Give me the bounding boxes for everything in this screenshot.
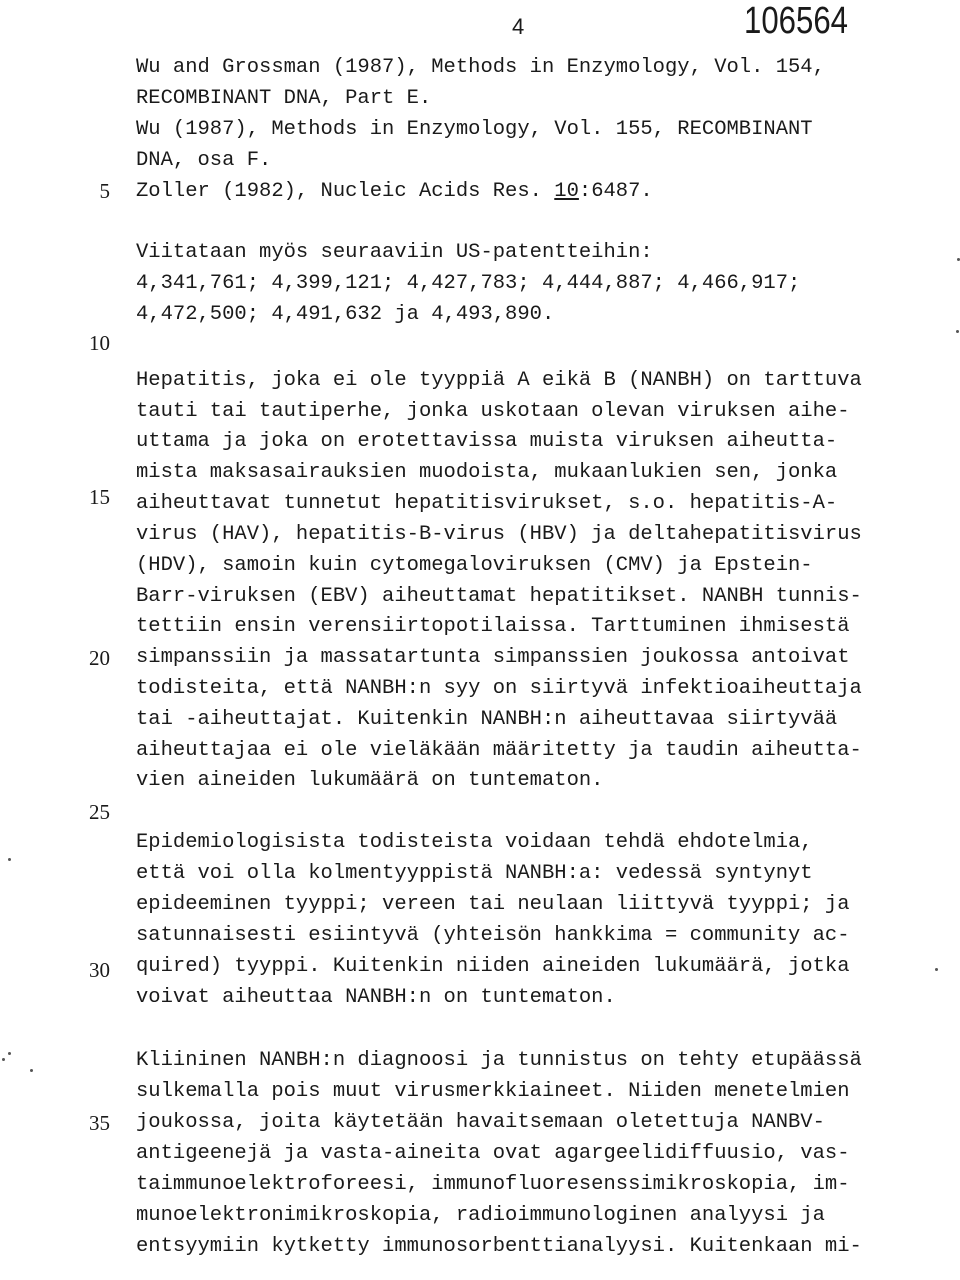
hepatitis-line: todisteita, että NANBH:n syy on siirtyvä infektioaiheuttaja xyxy=(136,677,862,700)
hepatitis-line: Hepatitis, joka ei ole tyyppiä A eikä B (NANBH) on tarttuva xyxy=(136,369,862,392)
reference-text: :6487. xyxy=(578,180,653,203)
hepatitis-line: tauti tai tautiperhe, jonka uskotaan olevan viruksen aihe- xyxy=(136,400,850,423)
hepatitis-line: uttama ja joka on erotettavissa muista viruksen aiheutta- xyxy=(136,430,838,453)
hepatitis-line: virus (HAV), hepatitis-B-virus (HBV) ja deltahepatitisvirus xyxy=(136,523,862,546)
patents-line: 4,472,500; 4,491,632 ja 4,493,890. xyxy=(136,303,555,326)
margin-line-number: 5 xyxy=(99,179,110,203)
hepatitis-line: simpanssiin ja massatartunta simpanssien joukossa antoivat xyxy=(136,646,850,669)
patent-number: 106564 xyxy=(744,0,848,42)
reference-line xyxy=(136,182,653,203)
diagnosis-line: Kliininen NANBH:n diagnoosi ja tunnistus on tehty etupäässä xyxy=(136,1049,862,1072)
margin-line-number: 30 xyxy=(89,958,110,982)
hepatitis-line: tettiin ensin verensiirtopotilaissa. Tarttuminen ihmisestä xyxy=(136,615,850,638)
hepatitis-line: aiheuttavat tunnetut hepatitisvirukset, s.o. hepatitis-A- xyxy=(136,492,838,515)
scan-speck xyxy=(8,1052,11,1055)
diagnosis-line: joukossa, joita käytetään havaitsemaan oletettuja NANBV- xyxy=(136,1111,825,1134)
page-number: 4 xyxy=(512,14,525,39)
epidemiology-line: satunnaisesti esiintyvä (yhteisön hankkima = community ac- xyxy=(136,924,850,947)
diagnosis-line: taimmunoelektroforeesi, immunofluoresenssimikroskopia, im- xyxy=(136,1173,850,1196)
hepatitis-line: tai -aiheuttajat. Kuitenkin NANBH:n aiheuttavaa siirtyvää xyxy=(136,708,838,731)
hepatitis-line: aiheuttajaa ei ole vieläkään määritetty ja taudin aiheutta- xyxy=(136,739,862,762)
epidemiology-line: voivat aiheuttaa NANBH:n on tuntematon. xyxy=(136,986,616,1009)
hepatitis-line: (HDV), samoin kuin cytomegaloviruksen (CMV) ja Epstein- xyxy=(136,554,813,577)
margin-line-number: 25 xyxy=(89,800,110,824)
reference-text: Zoller (1982), Nucleic Acids Res. xyxy=(136,180,555,203)
margin-line-number: 20 xyxy=(89,646,110,670)
scan-speck xyxy=(8,858,11,861)
margin-line-number: 35 xyxy=(89,1111,110,1135)
patents-line: Viitataan myös seuraaviin US-patentteihin: xyxy=(136,241,653,264)
hepatitis-line: Barr-viruksen (EBV) aiheuttamat hepatitikset. NANBH tunnis- xyxy=(136,585,862,608)
epidemiology-line: että voi olla kolmentyyppistä NANBH:a: vedessä syntynyt xyxy=(136,862,813,885)
reference-line: RECOMBINANT DNA, Part E. xyxy=(136,87,432,110)
scan-speck xyxy=(956,330,959,333)
margin-line-number: 10 xyxy=(89,331,110,355)
scan-speck xyxy=(935,968,938,971)
diagnosis-line: sulkemalla pois muut virusmerkkiaineet. Niiden menetelmien xyxy=(136,1080,850,1103)
epidemiology-line: quired) tyyppi. Kuitenkin niiden aineiden lukumäärä, jotka xyxy=(136,955,850,978)
scan-speck xyxy=(30,1069,33,1072)
margin-line-number: 15 xyxy=(89,485,110,509)
reference-line: Wu and Grossman (1987), Methods in Enzymology, Vol. 154, xyxy=(136,56,825,79)
diagnosis-line: antigeenejä ja vasta-aineita ovat agargeelidiffuusio, vas- xyxy=(136,1142,850,1165)
hepatitis-line: vien aineiden lukumäärä on tuntematon. xyxy=(136,769,604,792)
scan-speck xyxy=(2,1058,5,1061)
diagnosis-line: entsyymiin kytketty immunosorbenttianalyysi. Kuitenkaan mi- xyxy=(136,1235,862,1258)
epidemiology-line: epideeminen tyyppi; vereen tai neulaan liittyvä tyyppi; ja xyxy=(136,893,850,916)
epidemiology-line: Epidemiologisista todisteista voidaan tehdä ehdotelmia, xyxy=(136,831,813,854)
hepatitis-line: mista maksasairauksien muodoista, mukaanlukien sen, jonka xyxy=(136,461,838,484)
patents-line: 4,341,761; 4,399,121; 4,427,783; 4,444,887; 4,466,917; xyxy=(136,272,801,295)
volume-number: 10 xyxy=(554,180,579,203)
diagnosis-line: munoelektronimikroskopia, radioimmunologinen analyysi ja xyxy=(136,1204,825,1227)
reference-line: Wu (1987), Methods in Enzymology, Vol. 155, RECOMBINANT xyxy=(136,118,813,141)
reference-line: DNA, osa F. xyxy=(136,149,272,172)
